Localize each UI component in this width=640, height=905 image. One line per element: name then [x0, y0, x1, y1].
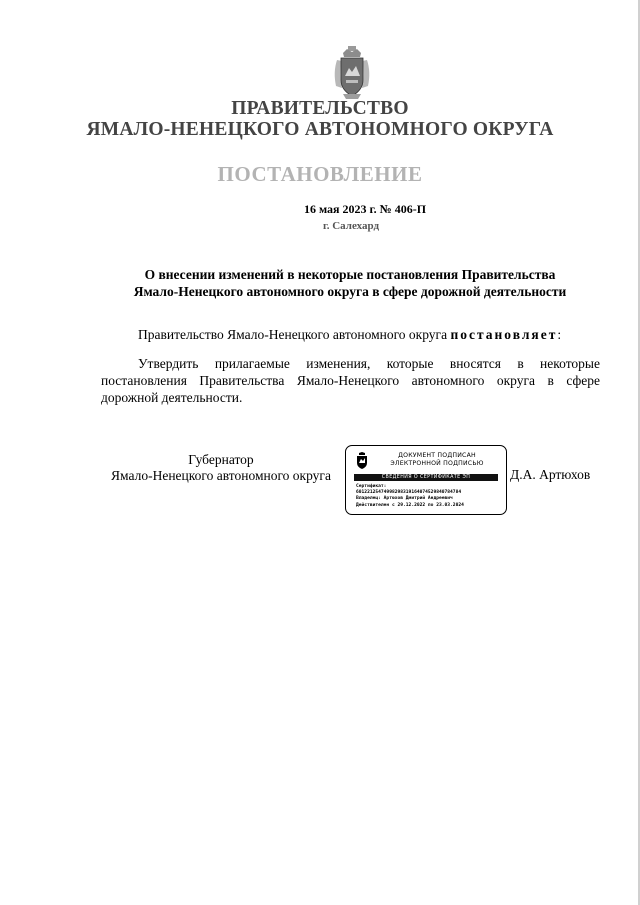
subject-line2: Ямало-Ненецкого автономного округа в сфере дорожной деятельности — [133, 284, 567, 299]
stamp-owner: Владелец: Артюхов Дмитрий Андреевич — [356, 496, 453, 502]
document-city: г. Салехард — [322, 220, 380, 232]
stamp-title-line2: ЭЛЕКТРОННОЙ ПОДПИСЬЮ — [390, 460, 484, 467]
body-paragraph: Утвердить прилагаемые изменения, которые вносятся в некоторые постановления Правительства Ямало-Ненецкого автономного округа в сфере дорожной деятельности. — [101, 356, 600, 405]
preamble-decree-word: постановляет — [450, 327, 558, 342]
preamble-text: Правительство Ямало-Ненецкого автономного округа — [138, 327, 451, 342]
document-date-number: 16 мая 2023 г. № 406-П — [303, 202, 427, 216]
coat-of-arms-icon — [331, 46, 373, 100]
preamble-end: : — [557, 327, 562, 342]
stamp-cert-info — [356, 484, 504, 509]
document-type: ПОСТАНОВЛЕНИЕ — [217, 162, 423, 186]
stamp-emblem-icon — [355, 452, 369, 470]
stamp-title-line1: ДОКУМЕНТ ПОДПИСАН — [398, 452, 476, 459]
e-signature-stamp — [345, 445, 507, 515]
stamp-validity: Действителен с 29.12.2022 по 23.03.2024 — [356, 502, 464, 508]
stamp-title — [376, 452, 498, 468]
preamble — [138, 327, 561, 343]
signer-title-line1: Губернатор — [188, 452, 254, 467]
org-name-line1: ПРАВИТЕЛЬСТВО — [231, 98, 409, 119]
org-name-line2: ЯМАЛО-НЕНЕЦКОГО АВТОНОМНОГО ОКРУГА — [86, 119, 554, 140]
signer-title — [101, 452, 341, 484]
subject-line1: О внесении изменений в некоторые постановления Правительства — [144, 267, 556, 282]
signer-name: Д.А. Артюхов — [510, 467, 591, 482]
document-subject — [90, 266, 610, 300]
stamp-cert-label: Сертификат: — [356, 484, 387, 489]
signer-title-line2: Ямало-Ненецкого автономного округа — [111, 468, 331, 483]
stamp-band: СВЕДЕНИЯ О СЕРТИФИКАТЕ ЭП — [354, 474, 498, 481]
stamp-cert-number: 60122125474998298319164074529840784784 — [356, 490, 462, 496]
